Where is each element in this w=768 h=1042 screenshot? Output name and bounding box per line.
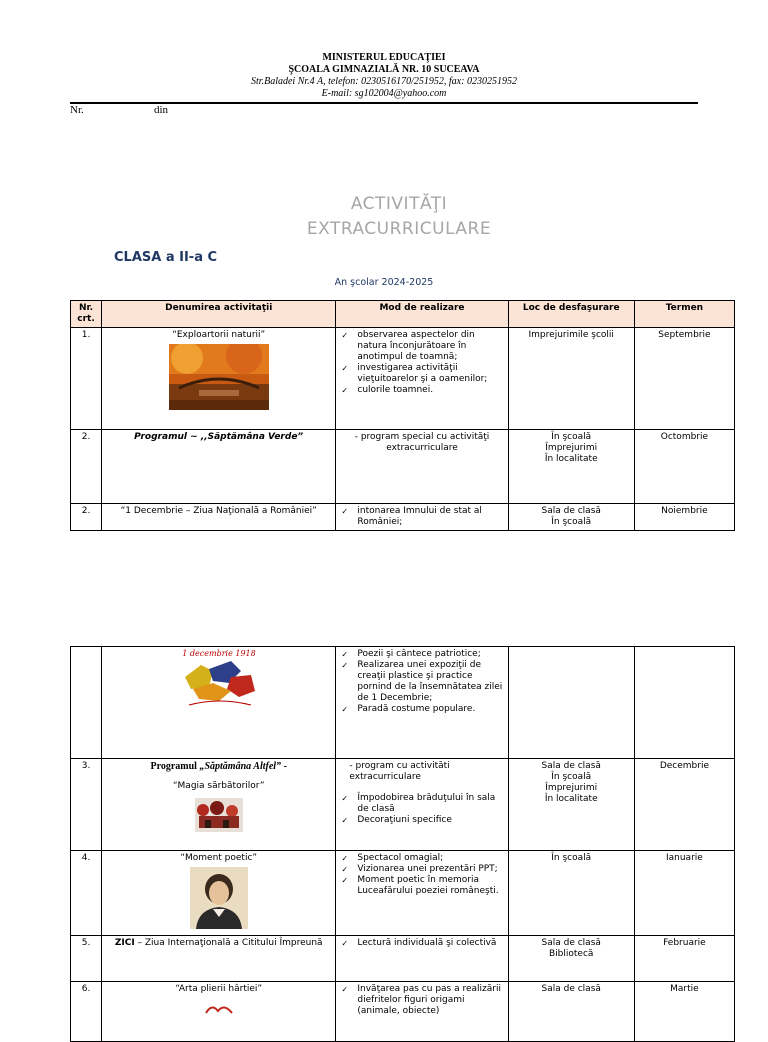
autumn-park-image <box>169 344 269 410</box>
row-term: Martie <box>634 982 734 1042</box>
row-place-cell <box>508 759 634 851</box>
row-mode-cell <box>336 982 508 1042</box>
row-nr: 4. <box>71 851 102 936</box>
row-mode-cell <box>336 936 508 982</box>
table-row <box>71 504 735 531</box>
origami-image <box>204 1003 234 1017</box>
row-name-cell <box>102 759 336 851</box>
table-row <box>71 851 735 936</box>
row-name: “Exploartorii naturii” <box>172 330 266 340</box>
row-term: Februarie <box>634 936 734 982</box>
school-year: An şcolar 2024-2025 <box>334 277 434 288</box>
row-mode-cell <box>336 504 508 531</box>
row-term: Septembrie <box>634 328 734 430</box>
row-term: Ianuarie <box>634 851 734 936</box>
row-name-cell <box>102 328 336 430</box>
list-item: ✓ Împodobirea brăduţului în sala de clasă <box>357 793 504 815</box>
row-term: Noiembrie <box>634 504 734 531</box>
row-name <box>105 761 332 772</box>
row-nr: 2. <box>71 504 102 531</box>
header-term: Termen <box>634 301 734 328</box>
place-line: În şcoală <box>551 853 592 863</box>
document-title <box>0 192 768 242</box>
title-line-2: EXTRACURRICULARE <box>306 219 492 239</box>
list-item: ✓ Spectacol omagial; <box>357 853 504 864</box>
union-day-map-image <box>179 647 259 709</box>
row-nr: 2. <box>71 430 102 504</box>
row-name-cell <box>102 982 336 1042</box>
mode-list <box>339 938 504 949</box>
christmas-image <box>195 798 243 832</box>
row-place-cell <box>508 936 634 982</box>
row-term: Octombrie <box>634 430 734 504</box>
ministry-name: MINISTERUL EDUCAŢIEI <box>322 52 446 63</box>
letterhead <box>0 52 768 100</box>
list-item: ✓ investigarea activităţii vieţuitoarelor şi a oamenilor; <box>357 363 504 385</box>
school-email: E-mail: sg102004@yahoo.com <box>321 88 447 99</box>
row-term <box>634 647 734 759</box>
row-place-cell <box>508 982 634 1042</box>
row-name-cell <box>102 647 336 759</box>
place-line: Imprejurimile şcolii <box>528 330 614 340</box>
title-line-1: ACTIVITĂŢI <box>350 194 448 214</box>
school-name: ŞCOALA GIMNAZIALĂ NR. 10 SUCEAVA <box>288 64 480 75</box>
row-place-cell <box>508 647 634 759</box>
row-nr: 6. <box>71 982 102 1042</box>
table-row <box>71 936 735 982</box>
class-label: CLASA a II-a C <box>114 250 218 265</box>
registration-line <box>70 104 168 116</box>
table-row <box>71 328 735 430</box>
place-line: În localitate <box>544 794 598 804</box>
row-name <box>102 936 336 982</box>
name-suffix: - <box>281 761 287 772</box>
list-item: ✓ Paradă costume populare. <box>357 704 504 715</box>
school-address: Str.Baladei Nr.4 A, telefon: 0230516170/251952, fax: 0230251952 <box>251 76 517 87</box>
mode-text: - program cu activităti extracurriculare <box>349 761 450 782</box>
list-item: ✓ Lectură individuală şi colectivă <box>357 938 504 949</box>
place-line: Sala de clasă <box>541 938 601 948</box>
mode-list <box>339 984 504 1017</box>
nr-label: Nr. <box>70 104 84 116</box>
header-mode: Mod de realizare <box>336 301 508 328</box>
name-emphasis: „Săptămâna Altfel” <box>199 761 282 772</box>
place-line: Sala de clasă <box>541 506 601 516</box>
row-nr: 1. <box>71 328 102 430</box>
row-nr <box>71 647 102 759</box>
place-line: Sala de clasă <box>541 984 601 994</box>
list-item: ✓ Vizionarea unei prezentări PPT; <box>357 864 504 875</box>
table-row <box>71 982 735 1042</box>
mode-list <box>339 506 504 528</box>
row-mode-cell <box>336 851 508 936</box>
row-name: “Arta plierii hârtiei” <box>175 984 263 994</box>
mode-text: - program special cu activităţi extracurriculare <box>354 432 490 453</box>
name-rest: – Ziua Internaţională a Cititului Împreună <box>134 938 323 948</box>
list-item: ✓ intonarea Imnului de stat al României; <box>357 506 504 528</box>
mode-list <box>339 649 504 715</box>
row-mode-cell <box>336 759 508 851</box>
row-name: “Moment poetic” <box>180 853 258 863</box>
image-caption: 1 decembrie 1918 <box>181 649 256 658</box>
header-place: Loc de desfaşurare <box>508 301 634 328</box>
place-line: Sala de clasă <box>541 761 601 771</box>
activities-table-page-1 <box>70 300 735 531</box>
list-item: ✓ culorile toamnei. <box>357 385 504 396</box>
header-nr: Nr. crt. <box>71 301 102 328</box>
place-line: Împrejurimi <box>545 783 598 793</box>
list-item: ✓ Decoraţiuni specifice <box>357 815 504 826</box>
row-place-cell <box>508 504 634 531</box>
row-mode-cell <box>336 647 508 759</box>
mode-list <box>339 853 504 897</box>
row-name: “1 Decembrie – Ziua Naţională a României” <box>102 504 336 531</box>
table-row <box>71 430 735 504</box>
name-bold: ZICI <box>114 938 135 948</box>
activities-table-page-2 <box>70 646 735 1042</box>
place-line: Bibliotecă <box>549 949 594 959</box>
name-prefix: Programul <box>150 761 200 772</box>
list-item: ✓ Realizarea unei expoziţii de creaţii plastice şi practice pornind de la însemnătatea zilei de 1 Decembrie; <box>357 660 504 704</box>
mode-list <box>339 793 504 826</box>
row-name-cell <box>102 851 336 936</box>
place-line: Împrejurimi <box>545 443 598 453</box>
poet-portrait-image <box>190 867 248 929</box>
table-row <box>71 647 735 759</box>
place-line: În şcoală <box>551 517 592 527</box>
place-line: În şcoală <box>551 432 592 442</box>
table-row <box>71 759 735 851</box>
mode-list <box>339 330 504 396</box>
row-term: Decembrie <box>634 759 734 851</box>
list-item: ✓ observarea aspectelor din natura înconjurătoare în anotimpul de toamnă; <box>357 330 504 363</box>
row-subname: “Magia sărbătorilor” <box>172 781 265 791</box>
row-place-cell <box>508 328 634 430</box>
row-nr: 3. <box>71 759 102 851</box>
list-item: ✓ Poezii şi cântece patriotice; <box>357 649 504 660</box>
header-name: Denumirea activitaţii <box>102 301 336 328</box>
row-name-cell <box>102 430 336 504</box>
row-place-cell <box>508 851 634 936</box>
row-name: Programul ~ ,,Săptămâna Verde” <box>134 432 304 442</box>
place-line: În localitate <box>544 454 598 464</box>
list-item: ✓ Invăţarea pas cu pas a realizării diefritelor figuri origami (animale, obiecte) <box>357 984 504 1017</box>
place-line: În şcoală <box>551 772 592 782</box>
table-header-row <box>71 301 735 328</box>
row-nr: 5. <box>71 936 102 982</box>
row-mode-cell <box>336 328 508 430</box>
row-mode-cell <box>336 430 508 504</box>
row-place-cell <box>508 430 634 504</box>
din-label: din <box>154 104 169 116</box>
list-item: ✓ Moment poetic în memoria Luceafărului poeziei româneşti. <box>357 875 504 897</box>
